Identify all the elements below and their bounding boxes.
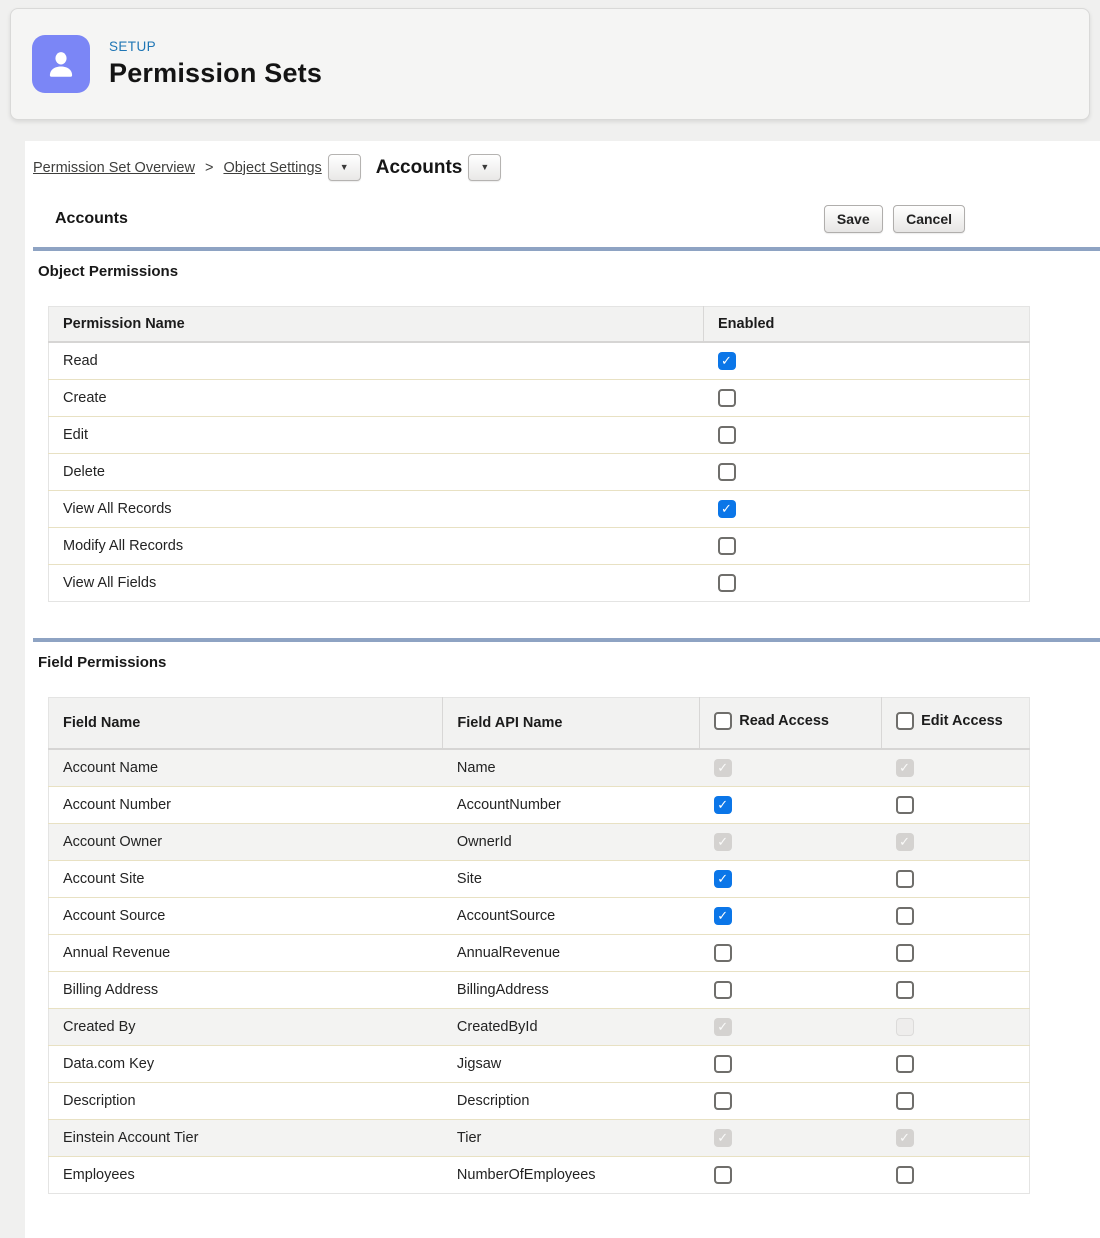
edit-access-cell (882, 972, 1030, 1009)
checkbox[interactable] (896, 907, 914, 925)
read-access-cell (700, 749, 882, 787)
permission-name-cell: View All Fields (49, 565, 704, 602)
checkbox-disabled (896, 833, 914, 851)
checkbox[interactable] (718, 463, 736, 481)
toolbar-buttons (824, 205, 965, 233)
read-access-label: Read Access (739, 713, 829, 729)
column-header-field-name: Field Name (49, 698, 443, 750)
table-row (49, 1120, 1030, 1157)
checkbox[interactable] (896, 796, 914, 814)
edit-access-cell (882, 749, 1030, 787)
permission-name-cell: Modify All Records (49, 528, 704, 565)
field-api-name-cell: CreatedById (443, 1009, 700, 1046)
enabled-cell (704, 491, 1030, 528)
section-divider (33, 247, 1100, 251)
table-row (49, 1083, 1030, 1120)
table-header-row (49, 698, 1030, 750)
field-api-name-cell: AccountSource (443, 898, 700, 935)
table-row (49, 528, 1030, 565)
edit-access-cell (882, 1009, 1030, 1046)
page-title: Permission Sets (109, 58, 323, 88)
breadcrumb-object-settings-link[interactable]: Object Settings (223, 159, 322, 176)
enabled-cell (704, 565, 1030, 602)
field-api-name-cell: Description (443, 1083, 700, 1120)
read-access-cell (700, 787, 882, 824)
read-access-cell (700, 1083, 882, 1120)
object-settings-dropdown-button[interactable] (328, 154, 361, 181)
edit-access-cell (882, 824, 1030, 861)
edit-access-cell (882, 787, 1030, 824)
table-row (49, 454, 1030, 491)
field-api-name-cell: Jigsaw (443, 1046, 700, 1083)
edit-access-cell (882, 1120, 1030, 1157)
field-api-name-cell: Name (456, 760, 496, 776)
table-row (49, 491, 1030, 528)
field-api-name-cell: Tier (443, 1120, 700, 1157)
permission-name-cell: View All Records (49, 491, 704, 528)
field-name-cell: Created By (49, 1009, 443, 1046)
object-title: Accounts (55, 210, 128, 227)
field-name-cell: Account Source (49, 898, 443, 935)
column-header-edit-access (882, 698, 1030, 750)
checkbox-disabled (896, 1018, 914, 1036)
chevron-down-icon: ▼ (339, 162, 349, 172)
table-header-row (49, 307, 1030, 343)
checkbox[interactable] (718, 500, 736, 518)
checkbox[interactable] (718, 426, 736, 444)
setup-header (10, 8, 1090, 120)
table-row (49, 1009, 1030, 1046)
checkbox-disabled (714, 1129, 732, 1147)
field-name-cell: Einstein Account Tier (49, 1120, 443, 1157)
read-access-select-all-checkbox[interactable] (714, 712, 732, 730)
checkbox-disabled (896, 1129, 914, 1147)
table-row (49, 898, 1030, 935)
enabled-cell (704, 454, 1030, 491)
accounts-dropdown-button[interactable] (468, 154, 501, 181)
table-row (49, 380, 1030, 417)
column-header-enabled: Enabled (704, 307, 1030, 343)
column-header-read-access (700, 698, 882, 750)
field-api-name-cell: AccountNumber (443, 787, 700, 824)
chevron-down-icon: ▼ (480, 162, 490, 172)
field-api-name-cell: OwnerId (443, 824, 700, 861)
edit-access-cell (882, 1083, 1030, 1120)
table-row (49, 342, 1030, 380)
read-access-cell (700, 1157, 882, 1194)
field-permissions-heading: Field Permissions (38, 654, 167, 671)
checkbox[interactable] (896, 981, 914, 999)
read-access-cell (700, 1120, 882, 1157)
field-name-cell: Account Name (63, 760, 159, 776)
checkbox[interactable] (718, 389, 736, 407)
save-button[interactable]: Save (824, 205, 883, 233)
enabled-cell (704, 342, 1030, 380)
permission-name-cell: Edit (49, 417, 704, 454)
column-header-permission-name: Permission Name (49, 307, 704, 343)
user-icon (43, 46, 79, 82)
table-row (49, 935, 1030, 972)
checkbox[interactable] (714, 944, 732, 962)
checkbox-disabled (896, 759, 914, 777)
permission-sets-user-icon (32, 35, 90, 93)
edit-access-cell (882, 898, 1030, 935)
checkbox[interactable] (896, 870, 914, 888)
table-row (49, 1157, 1030, 1194)
checkbox[interactable] (718, 352, 736, 370)
setup-header-text (109, 39, 322, 89)
checkbox[interactable] (896, 1166, 914, 1184)
permission-name-cell: Read (63, 353, 98, 369)
table-row (49, 1046, 1030, 1083)
read-access-cell (700, 972, 882, 1009)
setup-eyebrow: SETUP (109, 39, 157, 54)
checkbox[interactable] (714, 1166, 732, 1184)
table-row (49, 749, 1030, 787)
checkbox[interactable] (714, 870, 732, 888)
field-name-cell: Description (49, 1083, 443, 1120)
edit-access-cell (882, 861, 1030, 898)
field-name-cell: Account Number (49, 787, 443, 824)
read-access-cell (700, 861, 882, 898)
table-row (49, 787, 1030, 824)
permission-name-cell: Delete (49, 454, 704, 491)
field-api-name-cell: NumberOfEmployees (443, 1157, 700, 1194)
field-permissions-table (48, 697, 1030, 1194)
object-permissions-table (48, 306, 1030, 602)
field-name-cell: Billing Address (49, 972, 443, 1009)
enabled-cell (704, 417, 1030, 454)
checkbox-disabled (714, 1018, 732, 1036)
column-header-field-api-name: Field API Name (443, 698, 700, 750)
enabled-cell (704, 380, 1030, 417)
edit-access-label: Edit Access (921, 713, 1003, 729)
title-toolbar (33, 205, 1100, 233)
table-row (49, 417, 1030, 454)
checkbox[interactable] (896, 944, 914, 962)
cancel-button[interactable]: Cancel (893, 205, 965, 233)
checkbox[interactable] (896, 1092, 914, 1110)
enabled-cell (704, 528, 1030, 565)
read-access-cell (700, 898, 882, 935)
table-row (49, 565, 1030, 602)
checkbox[interactable] (714, 981, 732, 999)
object-permissions-heading: Object Permissions (38, 263, 179, 280)
checkbox[interactable] (714, 907, 732, 925)
content-panel (25, 141, 1100, 1238)
field-api-name-cell: Site (443, 861, 700, 898)
field-api-name-cell: AnnualRevenue (443, 935, 700, 972)
table-row (49, 824, 1030, 861)
edit-access-cell (882, 1046, 1030, 1083)
checkbox-disabled (714, 759, 732, 777)
edit-access-select-all-checkbox[interactable] (896, 712, 914, 730)
breadcrumb-entity: Accounts (375, 156, 463, 178)
field-name-cell: Employees (49, 1157, 443, 1194)
breadcrumb (33, 154, 1100, 181)
field-api-name-cell: BillingAddress (443, 972, 700, 1009)
checkbox[interactable] (714, 1055, 732, 1073)
breadcrumb-separator: > (204, 159, 214, 176)
checkbox[interactable] (718, 537, 736, 555)
section-divider (33, 638, 1100, 642)
table-row (49, 861, 1030, 898)
field-name-cell: Account Owner (49, 824, 443, 861)
field-name-cell: Annual Revenue (49, 935, 443, 972)
checkbox-disabled (714, 833, 732, 851)
field-name-cell: Data.com Key (49, 1046, 443, 1083)
permission-name-cell: Create (49, 380, 704, 417)
read-access-cell (700, 824, 882, 861)
breadcrumb-permission-set-overview-link[interactable]: Permission Set Overview (33, 159, 195, 176)
checkbox[interactable] (718, 574, 736, 592)
read-access-cell (700, 1046, 882, 1083)
edit-access-cell (882, 935, 1030, 972)
read-access-cell (700, 935, 882, 972)
read-access-cell (700, 1009, 882, 1046)
field-name-cell: Account Site (49, 861, 443, 898)
edit-access-cell (882, 1157, 1030, 1194)
checkbox[interactable] (714, 796, 732, 814)
table-row (49, 972, 1030, 1009)
checkbox[interactable] (714, 1092, 732, 1110)
checkbox[interactable] (896, 1055, 914, 1073)
